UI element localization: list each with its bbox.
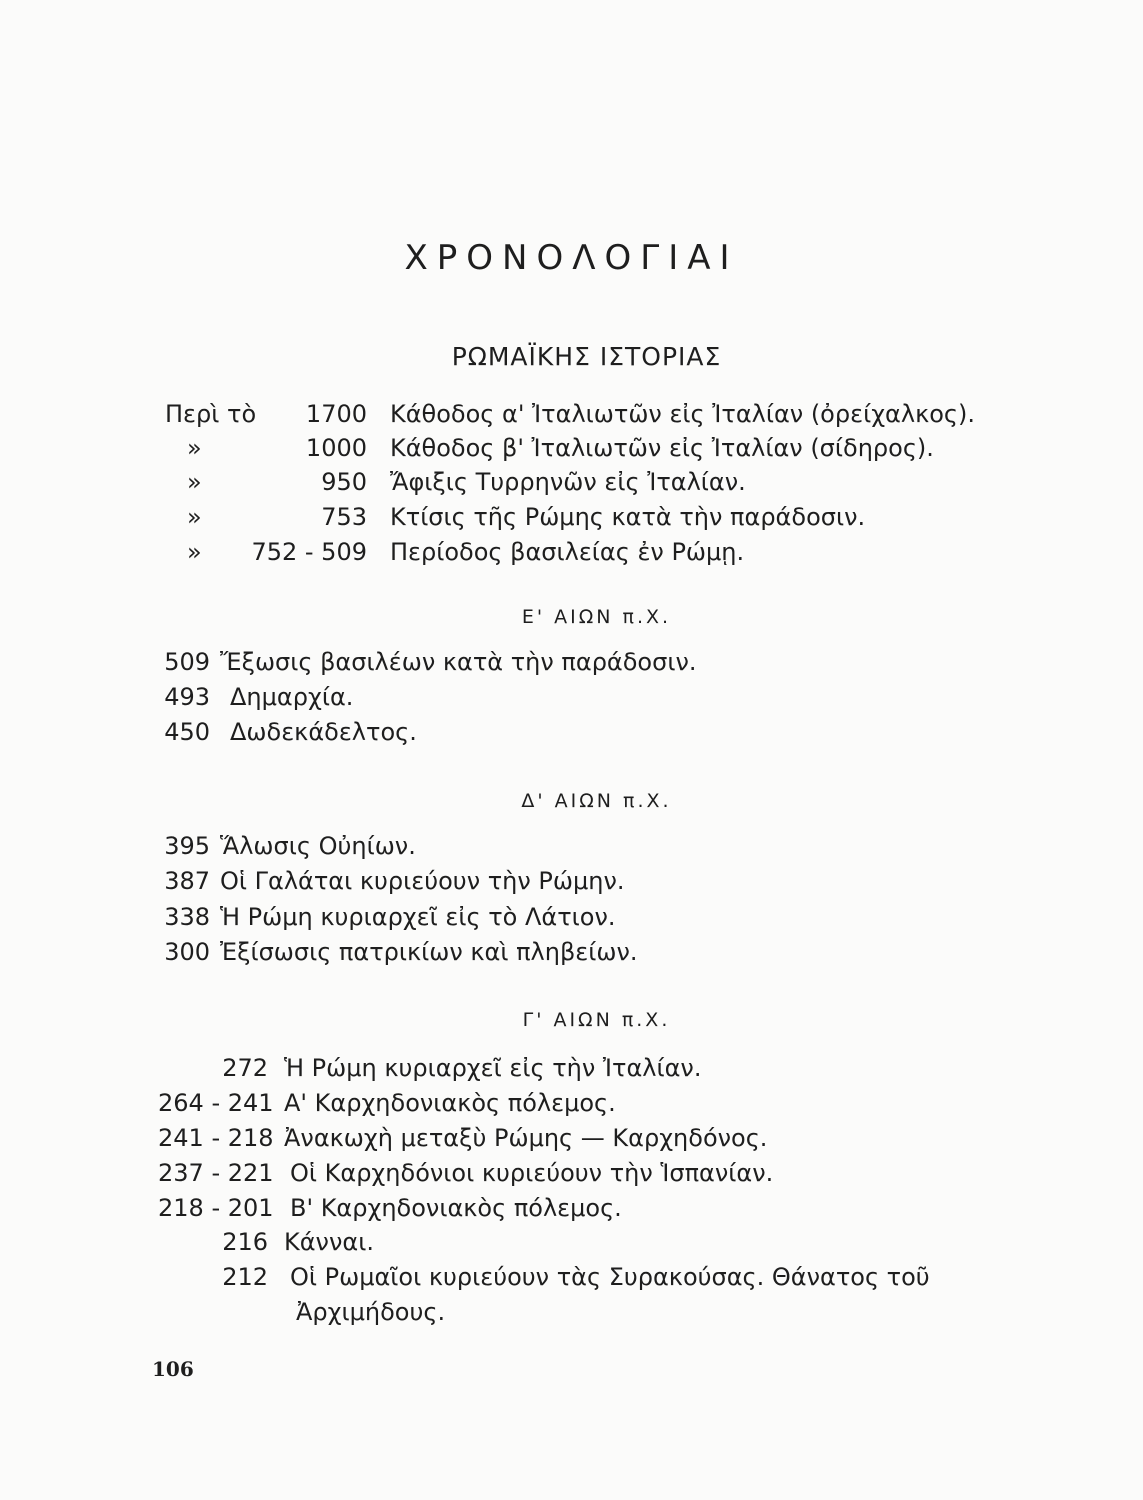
- chronology-entry: [165, 430, 1065, 466]
- entry-text: Ἡ Ρώμη κυριαρχεῖ εἰς τὸ Λάτιον.: [220, 903, 616, 931]
- entry-text: Ἀρχιμήδους.: [296, 1298, 446, 1326]
- chronology-entry: [165, 396, 1065, 432]
- entry-year: 387: [164, 867, 210, 895]
- entry-text: Ἐξίσωσις πατρικίων καὶ πληβείων.: [220, 938, 638, 966]
- entry-text: Α' Καρχηδονιακὸς πόλεμος.: [284, 1089, 616, 1117]
- entry-text: Οἱ Καρχηδόνιοι κυριεύουν τὴν Ἱσπανίαν.: [290, 1159, 774, 1187]
- entry-text: Δωδεκάδελτος.: [230, 718, 417, 746]
- entry-year: 216: [222, 1228, 268, 1256]
- entry-text: Περίοδος βασιλείας ἐν Ρώμῃ.: [390, 538, 745, 566]
- chronology-entry: [162, 679, 1062, 715]
- chronology-entry: [162, 934, 1062, 970]
- entry-year: 241 - 218: [158, 1124, 274, 1152]
- entry-year: 264 - 241: [158, 1089, 274, 1117]
- chronology-entry: [158, 1155, 1058, 1191]
- entry-continuation: [158, 1294, 1058, 1330]
- entry-year: 218 - 201: [158, 1194, 274, 1222]
- entry-year: 237 - 221: [158, 1159, 274, 1187]
- entry-text: Β' Καρχηδονιακὸς πόλεμος.: [290, 1194, 622, 1222]
- entry-text: Ἅλωσις Οὐηίων.: [220, 832, 416, 860]
- entry-year: 753: [321, 503, 367, 531]
- chronology-entry: [158, 1190, 1058, 1226]
- entry-text: Οἱ Ρωμαῖοι κυριεύουν τὰς Συρακούσας. Θάνατος τοῦ: [290, 1263, 930, 1291]
- chronology-entry: [162, 828, 1062, 864]
- page-subtitle: ΡΩΜΑΪΚΗΣ ΙΣΤΟΡΙΑΣ: [451, 342, 722, 371]
- chronology-entry: [165, 499, 1065, 535]
- entry-text: Δημαρχία.: [230, 683, 354, 711]
- entry-prefix: Περὶ τὸ: [165, 400, 257, 428]
- chronology-entry: [158, 1259, 1058, 1295]
- entry-text: Ἡ Ρώμη κυριαρχεῖ εἰς τὴν Ἰταλίαν.: [284, 1054, 702, 1082]
- chronology-entry: [165, 464, 1065, 500]
- chronology-entry: [165, 534, 1065, 570]
- chronology-entry: [158, 1085, 1058, 1121]
- chronology-entry: [158, 1050, 1058, 1086]
- entry-year: 450: [164, 718, 210, 746]
- century-heading: Δ' ΑΙΩΝ π.Χ.: [521, 790, 672, 812]
- entry-prefix: »: [187, 434, 202, 462]
- entry-text: Κτίσις τῆς Ρώμης κατὰ τὴν παράδοσιν.: [390, 503, 866, 531]
- entry-year: 212: [222, 1263, 268, 1291]
- entry-year: 1000: [305, 434, 367, 462]
- entry-year: 395: [164, 832, 210, 860]
- entry-text: Κάθοδος α' Ἰταλιωτῶν εἰς Ἰταλίαν (ὀρείχαλκος).: [390, 400, 975, 428]
- chronology-entry: [162, 863, 1062, 899]
- chronology-entry: [162, 899, 1062, 935]
- entry-text: Οἱ Γαλάται κυριεύουν τὴν Ρώμην.: [220, 867, 625, 895]
- chronology-entry: [162, 714, 1062, 750]
- entry-year: 1700: [305, 400, 367, 428]
- entry-year: 950: [321, 468, 367, 496]
- chronology-entry: [158, 1120, 1058, 1156]
- entry-text: Ἀνακωχὴ μεταξὺ Ρώμης — Καρχηδόνος.: [284, 1124, 768, 1152]
- page-title: ΧΡΟΝΟΛΟΓΙΑΙ: [404, 238, 739, 278]
- entry-prefix: »: [187, 538, 202, 566]
- entry-text: Ἄφιξις Τυρρηνῶν εἰς Ἰταλίαν.: [390, 468, 746, 496]
- chronology-entry: [162, 644, 1062, 680]
- entry-year: 272: [222, 1054, 268, 1082]
- entry-prefix: »: [187, 503, 202, 531]
- chronology-entry: [158, 1224, 1058, 1260]
- century-heading: Ε' ΑΙΩΝ π.Χ.: [521, 606, 672, 628]
- entry-text: Κάθοδος β' Ἰταλιωτῶν εἰς Ἰταλίαν (σίδηρος).: [390, 434, 934, 462]
- century-heading: Γ' ΑΙΩΝ π.Χ.: [522, 1009, 671, 1031]
- entry-year: 752 - 509: [251, 538, 367, 566]
- page-number: 106: [152, 1357, 194, 1381]
- entry-year: 300: [164, 938, 210, 966]
- entry-text: Ἔξωσις βασιλέων κατὰ τὴν παράδοσιν.: [220, 648, 697, 676]
- entry-prefix: »: [187, 468, 202, 496]
- entry-year: 509: [164, 648, 210, 676]
- entry-year: 338: [164, 903, 210, 931]
- entry-year: 493: [164, 683, 210, 711]
- entry-text: Κάνναι.: [284, 1228, 374, 1256]
